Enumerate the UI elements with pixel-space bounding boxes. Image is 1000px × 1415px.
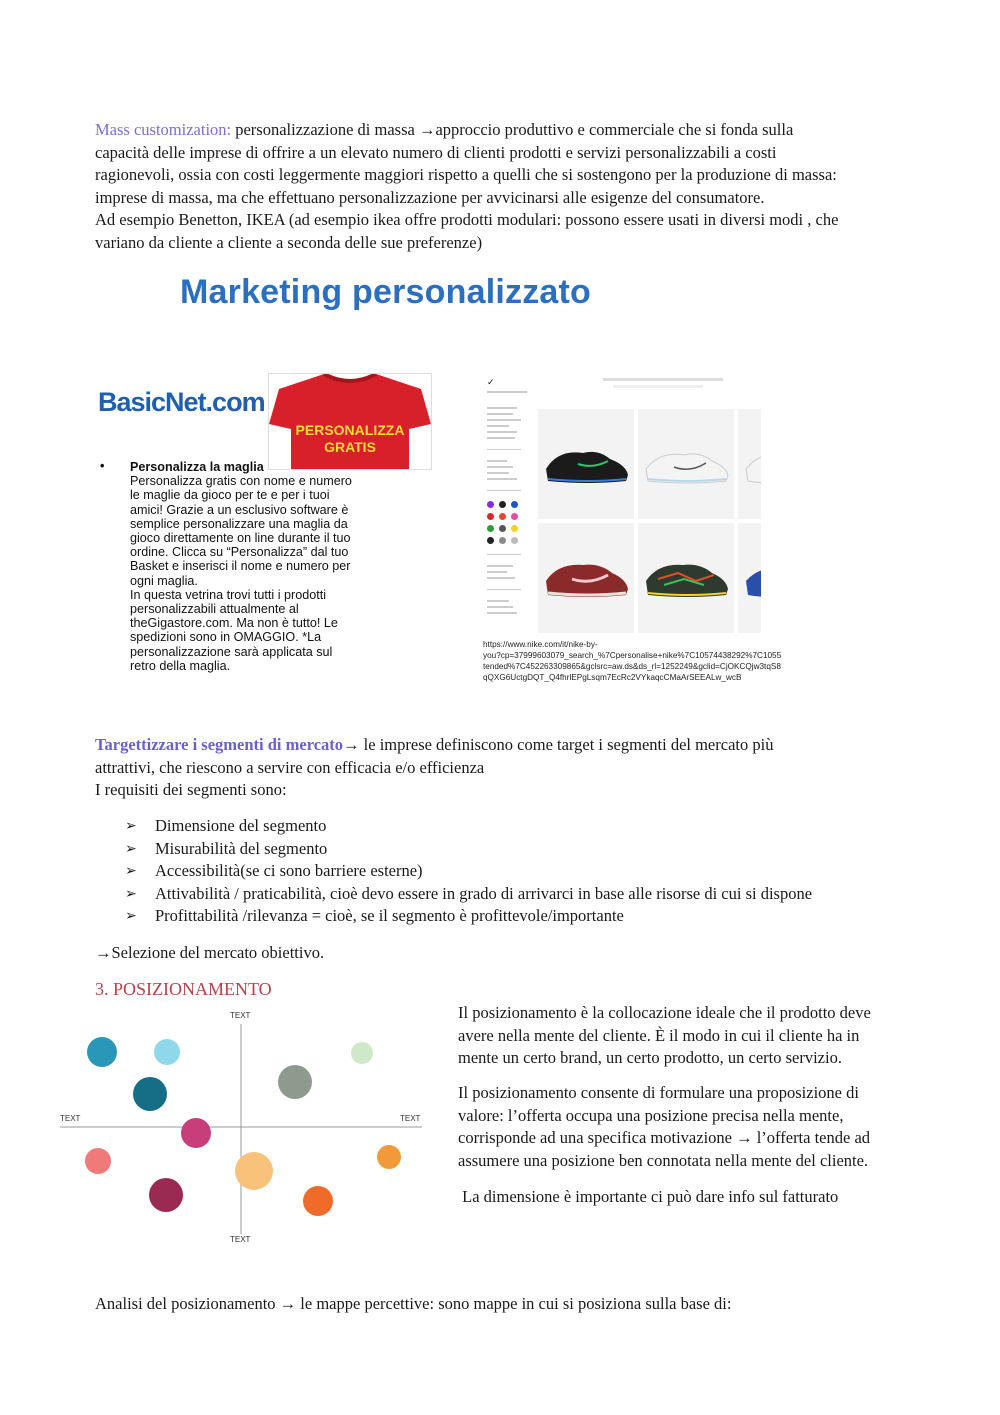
intro-line-4: imprese di massa, ma che effettuano personalizzazione per avvicinarsi alle esigenze del consumatore. [95, 187, 765, 207]
intro-line-1: Mass customization: personalizzazione di massa →approccio produttivo e commerciale che si fonda sulla [95, 120, 794, 139]
requirements-list [95, 815, 915, 928]
map-label-right: TEXT [400, 1114, 421, 1123]
arrow-icon: → [95, 943, 112, 962]
paragraph-line: Il posizionamento consente di formulare una proposizione di [458, 1083, 859, 1102]
basicnet-body-line: In questa vetrina trovi tutti i prodotti [130, 587, 327, 602]
basicnet-body-line: personalizzazione sarà applicata sul [130, 644, 333, 659]
bullet-dot: • [100, 459, 105, 473]
shirt-text-2: GRATIS [324, 439, 376, 455]
target-section [95, 734, 915, 802]
target-line-3: I requisiti dei segmenti sono: [95, 780, 287, 800]
marketing-slide [90, 265, 782, 685]
perceptual-map-graphic [54, 1008, 428, 1248]
paragraph-line: corrisponde ad una specifica motivazione → l’offerta tende ad [458, 1128, 871, 1148]
footer-line: Analisi del posizionamento → le mappe percettive: sono mappe in cui si posiziona sulla base di: [95, 1294, 732, 1313]
arrowhead-bullet-icon: ➢ [125, 840, 137, 857]
map-label-top: TEXT [230, 1011, 251, 1020]
requirement-item [95, 883, 915, 906]
requirement-item [95, 860, 915, 883]
requirement-text: Profittabilità /rilevanza = cioè, se il segmento è profittevole/importante [155, 906, 624, 926]
product-card[interactable] [638, 409, 734, 519]
basicnet-logo: BasicNet.com [98, 387, 265, 417]
basicnet-body-line: Personalizza gratis con nome e numero [130, 474, 352, 489]
basicnet-body [100, 474, 390, 673]
basicnet-body-line: le maglie da gioco per te e per i tuoi [130, 488, 330, 503]
paragraph-line: Il posizionamento è la collocazione ideale che il prodotto deve [458, 1003, 871, 1022]
basicnet-body-line: semplice personalizzare una maglia da [130, 516, 348, 531]
basicnet-body-line: spedizioni sono in OMAGGIO. *La [130, 630, 322, 645]
target-head: Targettizzare i segmenti di mercato [95, 735, 344, 754]
product-card[interactable] [538, 523, 634, 633]
intro-line-5: Ad esempio Benetton, IKEA (ad esempio ikea offre prodotti modulari: possono essere usati in diversi modi , che [95, 210, 839, 230]
basicnet-body-line: personalizzabili attualmente al [130, 602, 299, 617]
red-shirt-image [268, 373, 432, 470]
positioning-paragraph-2 [458, 1082, 928, 1172]
basicnet-description [100, 460, 390, 673]
positioning-paragraph-1 [458, 1002, 928, 1070]
shirt-text-1: PERSONALIZZA [295, 422, 405, 438]
requirement-item [95, 838, 915, 861]
requirement-item [95, 905, 915, 928]
requirement-item [95, 815, 915, 838]
product-card[interactable] [738, 523, 761, 633]
nike-url-line[interactable]: qQXG6UctgDQT_Q4fhrlEPgLsqm7EcRc2VYkaqcCMaArSEEALw_wcB [483, 673, 742, 682]
intro-line-3: ragionevoli, ossia con costi leggermente maggiori rispetto a quelli che si sostengono per la produzione di massa: [95, 165, 837, 185]
product-card[interactable] [738, 409, 761, 519]
requirement-text: Attivabilità / praticabilità, cioè devo essere in grado di arrivarci in base alle risorse di cui si dispone [155, 883, 813, 903]
product-card[interactable] [638, 523, 734, 633]
bullet-head-row: • Personalizza la maglia [100, 459, 264, 474]
nike-url[interactable] [483, 639, 782, 683]
basicnet-body-line: Basket e inserisci il nome e numero per [130, 559, 351, 574]
arrowhead-bullet-icon: ➢ [125, 908, 137, 925]
basicnet-body-line: gioco direttamente on line durante il tuo [130, 531, 351, 546]
map-label-bottom: TEXT [230, 1235, 251, 1244]
nike-url-line[interactable]: https://www.nike.com/it/nike-by- [483, 640, 598, 649]
product-card[interactable] [538, 409, 634, 519]
map-label-left: TEXT [60, 1114, 81, 1123]
paragraph-line: avere nella mente del cliente. È il modo in cui il cliente ha in [458, 1025, 860, 1045]
arrow-icon: → [343, 735, 360, 754]
basicnet-body-line: amici! Grazie a un esclusivo software è [130, 502, 349, 517]
basicnet-body-line: theGigastore.com. Ma non è tutto! Le [130, 616, 338, 631]
paragraph-line: mente un certo brand, un certo prodotto, un certo servizio. [458, 1048, 842, 1068]
nike-breadcrumb [487, 391, 527, 393]
arrowhead-bullet-icon: ➢ [125, 885, 137, 902]
slide-title: Marketing personalizzato [180, 273, 591, 311]
nike-nav-bar [603, 378, 723, 381]
nike-logo-icon: ✓ [487, 377, 495, 387]
positioning-heading: 3. POSIZIONAMENTO [95, 979, 272, 999]
basicnet-body-line: ordine. Clicca su “Personalizza” dal tuo [130, 545, 349, 560]
arrow-icon: → [418, 120, 436, 139]
nike-filter-sidebar [487, 403, 531, 633]
target-line-1: Targettizzare i segmenti di mercato→ le imprese definiscono come target i segmenti del mercato più [95, 735, 774, 754]
requirement-text: Dimensione del segmento [155, 816, 327, 835]
paragraph-line: assumere una posizione ben connotata nella mente del cliente. [458, 1150, 869, 1170]
nike-screenshot [483, 375, 761, 637]
nike-search-bar [613, 385, 703, 388]
intro-paragraph [95, 119, 915, 255]
target-line-2: attrattivi, che riescono a servire con efficacia e/o efficienza [95, 757, 485, 777]
perceptual-map [54, 1008, 428, 1248]
positioning-paragraph-3: La dimensione è importante ci può dare info sul fatturato [458, 1187, 839, 1206]
requirement-text: Accessibilità(se ci sono barriere esterne) [155, 861, 423, 881]
arrowhead-bullet-icon: ➢ [125, 863, 137, 880]
basicnet-body-line: ogni maglia. [130, 573, 198, 588]
paragraph-line: valore: l’offerta occupa una posizione precisa nella mente, [458, 1105, 844, 1125]
nike-url-line[interactable]: you?cp=37999603079_search_%7Cpersonalise+nike%7C10574438292%7C1055 [483, 651, 782, 660]
nike-color-swatches [487, 501, 531, 544]
mass-customization-term: Mass customization: [95, 120, 232, 139]
basicnet-body-line: retro della maglia. [130, 658, 231, 673]
intro-line-2: capacità delle imprese di offrire a un elevato numero di clienti prodotti e servizi personalizzabili a costi [95, 142, 777, 162]
selection-line: →Selezione del mercato obiettivo. [95, 943, 325, 962]
intro-line-6: variano da cliente a cliente a seconda delle sue preferenze) [95, 232, 483, 252]
requirement-text: Misurabilità del segmento [155, 838, 328, 858]
arrowhead-bullet-icon: ➢ [125, 818, 137, 834]
nike-url-line[interactable]: tended%7C452263309865&gclsrc=aw.ds&ds_rl=1252249&gclid=CjOKCQjw3tqS8 [483, 662, 781, 671]
